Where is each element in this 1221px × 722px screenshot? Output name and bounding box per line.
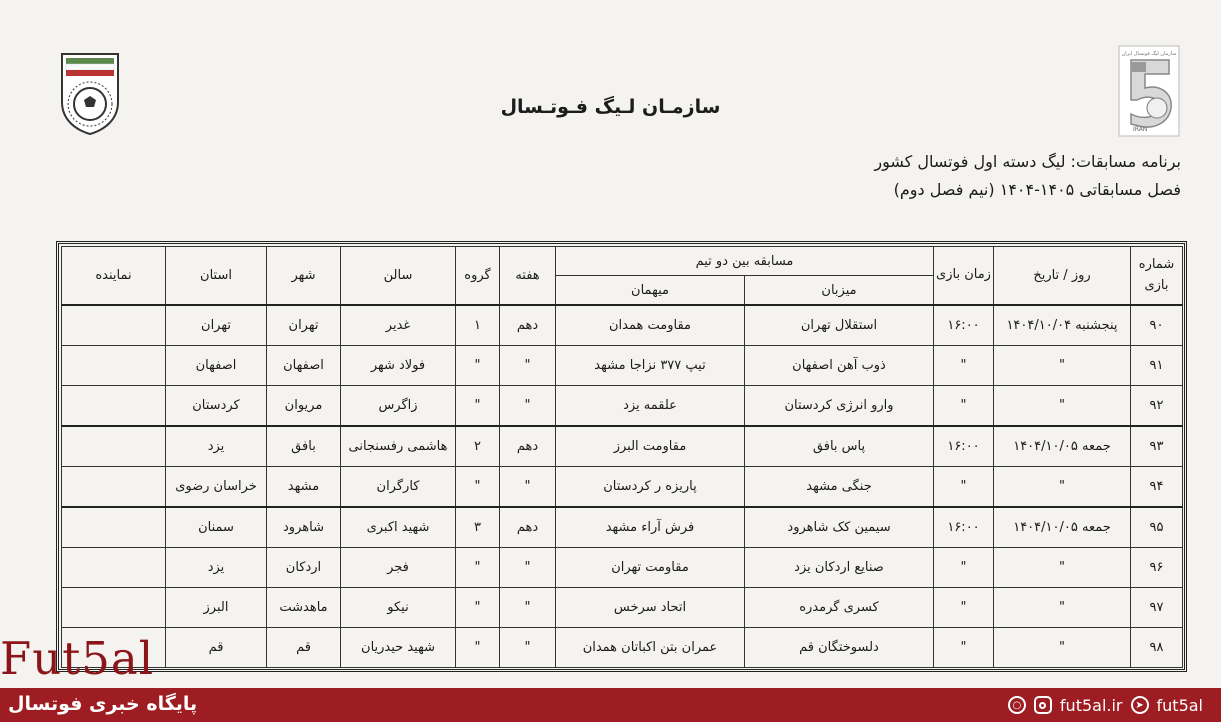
svg-text:IRAN: IRAN <box>1133 126 1148 133</box>
cell-time: " <box>934 588 994 628</box>
table-row <box>62 507 1183 548</box>
cell-province: تهران <box>166 305 267 346</box>
cell-group: ۳ <box>456 507 500 548</box>
cell-province: البرز <box>166 588 267 628</box>
table-row <box>62 305 1183 346</box>
cell-game-no: ۹۴ <box>1131 467 1183 508</box>
cell-host: جنگی مشهد <box>745 467 934 508</box>
cell-day-date: جمعه ۱۴۰۴/۱۰/۰۵ <box>994 426 1131 467</box>
cell-time: " <box>934 628 994 668</box>
cell-hall: غدیر <box>341 305 456 346</box>
cell-host: استقلال تهران <box>745 305 934 346</box>
cell-city: ماهدشت <box>267 588 341 628</box>
cell-time: ۱۶:۰۰ <box>934 305 994 346</box>
cell-time: ۱۶:۰۰ <box>934 426 994 467</box>
cell-guest: فرش آراء مشهد <box>556 507 745 548</box>
cell-guest: اتحاد سرخس <box>556 588 745 628</box>
cell-week: " <box>500 386 556 427</box>
cell-guest: تیپ ۳۷۷ نزاجا مشهد <box>556 346 745 386</box>
table-row <box>62 548 1183 588</box>
cell-week: " <box>500 588 556 628</box>
cell-game-no: ۹۳ <box>1131 426 1183 467</box>
cell-host: پاس بافق <box>745 426 934 467</box>
season-info: فصل مسابقاتی ۱۴۰۵-۱۴۰۴ (نیم فصل دوم) <box>893 180 1181 199</box>
cell-game-no: ۹۲ <box>1131 386 1183 427</box>
cell-rep <box>62 588 166 628</box>
cell-guest: مقاومت تهران <box>556 548 745 588</box>
cell-game-no: ۹۷ <box>1131 588 1183 628</box>
cell-province: یزد <box>166 426 267 467</box>
cell-rep <box>62 467 166 508</box>
cell-city: شاهرود <box>267 507 341 548</box>
cell-day-date: " <box>994 467 1131 508</box>
cell-city: اصفهان <box>267 346 341 386</box>
cell-day-date: " <box>994 628 1131 668</box>
table-row <box>62 628 1183 668</box>
cell-day-date: " <box>994 588 1131 628</box>
cell-group: " <box>456 628 500 668</box>
federation-logo-icon <box>58 50 122 136</box>
cell-group: " <box>456 386 500 427</box>
cell-week: دهم <box>500 507 556 548</box>
cell-week: " <box>500 628 556 668</box>
globe-icon[interactable]: ○ <box>1008 696 1026 714</box>
header-group: گروه <box>456 247 500 306</box>
competition-name: برنامه مسابقات: لیگ دسته اول فوتسال کشور <box>874 152 1181 171</box>
table-row <box>62 588 1183 628</box>
cell-time: " <box>934 346 994 386</box>
header-province: استان <box>166 247 267 306</box>
cell-group: " <box>456 588 500 628</box>
cell-city: مریوان <box>267 386 341 427</box>
organization-title: سازمـان لـیگ فـوتـسال <box>500 96 721 118</box>
cell-host: وارو انرژی کردستان <box>745 386 934 427</box>
cell-rep <box>62 507 166 548</box>
cell-host: ذوب آهن اصفهان <box>745 346 934 386</box>
cell-day-date: پنجشنبه ۱۴۰۴/۱۰/۰۴ <box>994 305 1131 346</box>
cell-hall: فولاد شهر <box>341 346 456 386</box>
cell-time: " <box>934 386 994 427</box>
cell-hall: کارگران <box>341 467 456 508</box>
cell-guest: مقاومت البرز <box>556 426 745 467</box>
cell-guest: مقاومت همدان <box>556 305 745 346</box>
cell-rep <box>62 548 166 588</box>
cell-day-date: " <box>994 346 1131 386</box>
instagram-icon[interactable] <box>1034 696 1052 714</box>
cell-city: تهران <box>267 305 341 346</box>
fut5al-watermark: Fut5al <box>0 632 155 685</box>
cell-guest: پاریزه ر کردستان <box>556 467 745 508</box>
header-game-no: شماره بازی <box>1131 247 1183 306</box>
header-week: هفته <box>500 247 556 306</box>
svg-text:سازمان لیگ فوتسال ایران: سازمان لیگ فوتسال ایران <box>1121 51 1177 57</box>
cell-guest: عمران بتن اکباتان همدان <box>556 628 745 668</box>
header-match: مسابقه بین دو تیم <box>556 247 934 276</box>
cell-hall: نیکو <box>341 588 456 628</box>
telegram-handle-link[interactable]: fut5al <box>1156 695 1203 715</box>
cell-province: کردستان <box>166 386 267 427</box>
cell-province: خراسان رضوی <box>166 467 267 508</box>
cell-week: دهم <box>500 305 556 346</box>
telegram-icon[interactable]: ➤ <box>1131 696 1149 714</box>
cell-hall: زاگرس <box>341 386 456 427</box>
cell-city: مشهد <box>267 467 341 508</box>
futsal-league-logo-icon <box>1117 44 1181 138</box>
cell-game-no: ۹۵ <box>1131 507 1183 548</box>
cell-time: " <box>934 548 994 588</box>
cell-rep <box>62 346 166 386</box>
table-row <box>62 467 1183 508</box>
cell-group: ۲ <box>456 426 500 467</box>
cell-host: کسری گرمدره <box>745 588 934 628</box>
cell-day-date: " <box>994 548 1131 588</box>
cell-group: " <box>456 548 500 588</box>
cell-group: " <box>456 346 500 386</box>
header-time: زمان بازی <box>934 247 994 306</box>
cell-day-date: جمعه ۱۴۰۴/۱۰/۰۵ <box>994 507 1131 548</box>
cell-hall: شهید اکبری <box>341 507 456 548</box>
cell-rep <box>62 305 166 346</box>
cell-province: اصفهان <box>166 346 267 386</box>
cell-game-no: ۹۸ <box>1131 628 1183 668</box>
cell-host: سیمین کک شاهرود <box>745 507 934 548</box>
header-host: میزبان <box>745 276 934 306</box>
header-rep: نماینده <box>62 247 166 306</box>
cell-week: " <box>500 346 556 386</box>
cell-game-no: ۹۱ <box>1131 346 1183 386</box>
cell-group: ۱ <box>456 305 500 346</box>
site-domain-link[interactable]: fut5al.ir <box>1059 695 1123 715</box>
cell-hall: فجر <box>341 548 456 588</box>
cell-host: دلسوختگان قم <box>745 628 934 668</box>
cell-province: یزد <box>166 548 267 588</box>
cell-time: " <box>934 467 994 508</box>
social-links <box>1008 694 1203 716</box>
table-row <box>62 386 1183 427</box>
cell-rep <box>62 386 166 427</box>
schedule-table <box>61 246 1183 668</box>
cell-province: سمنان <box>166 507 267 548</box>
table-row <box>62 346 1183 386</box>
cell-week: " <box>500 548 556 588</box>
cell-hall: شهید حیدریان <box>341 628 456 668</box>
cell-province: قم <box>166 628 267 668</box>
table-row <box>62 426 1183 467</box>
header-guest: میهمان <box>556 276 745 306</box>
cell-city: بافق <box>267 426 341 467</box>
cell-city: قم <box>267 628 341 668</box>
cell-guest: علقمه یزد <box>556 386 745 427</box>
footer-bar <box>0 688 1221 722</box>
cell-rep <box>62 426 166 467</box>
cell-game-no: ۹۶ <box>1131 548 1183 588</box>
cell-host: صنایع اردکان یزد <box>745 548 934 588</box>
cell-city: اردکان <box>267 548 341 588</box>
cell-day-date: " <box>994 386 1131 427</box>
header-hall: سالن <box>341 247 456 306</box>
cell-group: " <box>456 467 500 508</box>
cell-time: ۱۶:۰۰ <box>934 507 994 548</box>
header-city: شهر <box>267 247 341 306</box>
cell-hall: هاشمی رفسنجانی <box>341 426 456 467</box>
header-day-date: روز / تاریخ <box>994 247 1131 306</box>
cell-week: دهم <box>500 426 556 467</box>
cell-game-no: ۹۰ <box>1131 305 1183 346</box>
site-title: پایگاه خبری فوتسال <box>8 693 198 715</box>
cell-week: " <box>500 467 556 508</box>
